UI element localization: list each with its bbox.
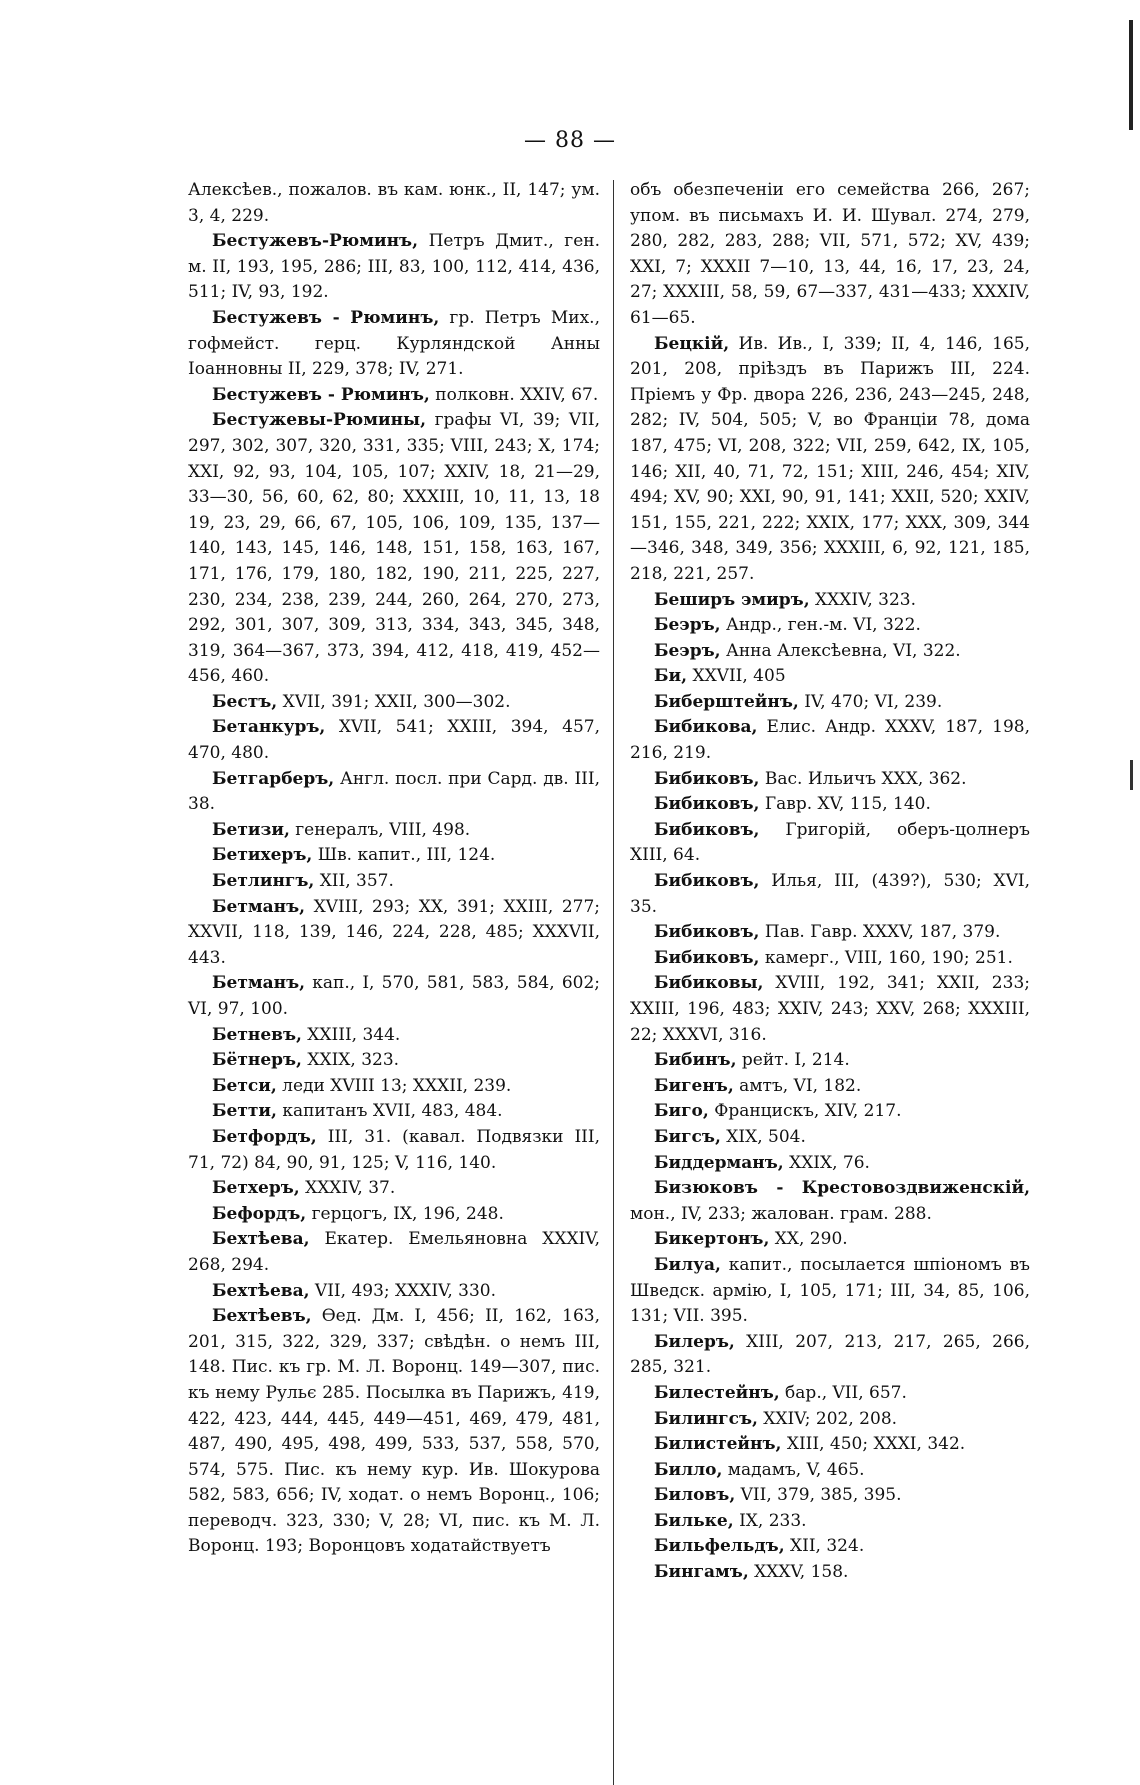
entry-references: XVIII, 192, 341; XXII, 233; XXIII, 196, 483; XXIV, 243; XXV, 268; XXXIII, 22; XXXVI, 316. (630, 973, 1030, 1045)
index-entry (630, 1125, 1030, 1151)
index-entry (630, 869, 1030, 920)
entry-references: генералъ, VIII, 498. (289, 819, 471, 840)
entry-references: XXXV, 158. (748, 1562, 849, 1583)
entry-headword: Бехтѣевъ, (212, 1306, 312, 1327)
entry-headword: Бибиковъ, (654, 819, 760, 840)
index-entry (630, 920, 1030, 946)
entry-references: Пав. Гавр. XXXV, 187, 379. (759, 922, 1001, 943)
page-edge-mark (1129, 20, 1133, 130)
entry-references: III, 31. (кавал. Подвязки III, 71, 72) 84, 90, 91, 125; V, 116, 140. (188, 1126, 600, 1173)
column-divider (613, 180, 614, 1785)
entry-references: XXIX, 323. (301, 1050, 400, 1071)
index-entry (188, 1125, 600, 1176)
index-entry (630, 971, 1030, 1048)
entry-headword: Бестъ, (212, 691, 278, 712)
index-entry (188, 715, 600, 766)
entry-references: Гавр. XV, 115, 140. (759, 794, 931, 815)
entry-references: Шв. капит., III, 124. (312, 845, 496, 866)
entry-references: полковн. XXIV, 67. (429, 384, 599, 405)
index-entry (630, 1074, 1030, 1100)
entry-references: XVII, 541; XXIII, 394, 457, 470, 480. (188, 717, 600, 764)
index-entry (188, 869, 600, 895)
entry-headword: Бестужевъ-Рюминъ, (212, 231, 418, 252)
index-entry (630, 1048, 1030, 1074)
index-entry (630, 1534, 1030, 1560)
index-entry (188, 818, 600, 844)
entry-headword: Бестужевы-Рюмины, (212, 410, 426, 431)
entry-headword: Бетси, (212, 1075, 277, 1096)
index-entry (188, 895, 600, 972)
index-entry (188, 1279, 600, 1305)
entry-headword: Биловъ, (654, 1485, 736, 1506)
index-entry (188, 1176, 600, 1202)
index-entry (630, 946, 1030, 972)
entry-headword: Беэръ, (654, 615, 721, 636)
entry-references: Елис. Андр. XXXV, 187, 198, 216, 219. (630, 717, 1030, 764)
entry-headword: Бибиковъ, (654, 871, 760, 892)
entry-references: XXXIV, 323. (809, 589, 917, 610)
entry-headword: Бефордъ, (212, 1203, 307, 1224)
entry-references: гр. Петръ Мих., гофмейст. герц. Курляндской Анны Іоанновны II, 229, 378; IV, 271. (188, 307, 600, 380)
entry-headword: Бетанкуръ, (212, 717, 326, 738)
index-entry (630, 1560, 1030, 1586)
entry-headword: Беэръ, (654, 640, 721, 661)
entry-headword: Би, (654, 666, 688, 687)
index-entry (630, 1176, 1030, 1227)
entry-references: амтъ, VI, 182. (733, 1075, 862, 1096)
left-column (188, 178, 600, 1560)
entry-headword: Бибиковы, (654, 973, 764, 994)
index-entry (630, 332, 1030, 588)
index-entry (630, 1483, 1030, 1509)
entry-references: Петръ Дмит., ген. м. II, 193, 195, 286; III, 83, 100, 112, 414, 436, 511; IV, 93, 192. (188, 231, 600, 303)
entry-headword: Билло, (654, 1459, 723, 1480)
entry-headword: Беширъ эмиръ, (654, 589, 810, 610)
entry-references: Алексѣев., пожалов. въ кам. юнк., II, 147; ум. 3, 4, 229. (188, 180, 600, 226)
entry-headword: Билуа, (654, 1254, 721, 1275)
entry-headword: Бетманъ, (212, 896, 306, 917)
index-entry (630, 1458, 1030, 1484)
entry-references: Францискъ, XIV, 217. (708, 1101, 902, 1122)
right-column (630, 178, 1030, 1586)
entry-references: Вас. Ильичъ XXX, 362. (759, 768, 967, 789)
index-entry (188, 1023, 600, 1049)
index-entry (630, 1432, 1030, 1458)
entry-headword: Бетгарберъ, (212, 768, 335, 789)
entry-headword: Билестейнъ, (654, 1382, 780, 1403)
entry-headword: Бестужевъ - Рюминъ, (212, 384, 430, 405)
index-entry (630, 639, 1030, 665)
index-entry (630, 1099, 1030, 1125)
index-entry (188, 767, 600, 818)
entry-headword: Бетманъ, (212, 973, 306, 994)
index-entry (188, 1048, 600, 1074)
entry-references: Анна Алексѣевна, VI, 322. (720, 640, 961, 661)
entry-references: IX, 233. (733, 1510, 807, 1531)
entry-headword: Бигсъ, (654, 1126, 721, 1147)
entry-headword: Бетизи, (212, 819, 290, 840)
entry-references: мон., IV, 233; жалован. грам. 288. (630, 1203, 932, 1224)
index-entry (188, 971, 600, 1022)
entry-references: Андр., ген.-м. VI, 322. (720, 615, 921, 636)
index-entry (188, 690, 600, 716)
entry-references: IV, 470; VI, 239. (798, 691, 943, 712)
index-entry (188, 383, 600, 409)
entry-references: капитанъ XVII, 483, 484. (276, 1101, 503, 1122)
index-entry (188, 408, 600, 690)
index-entry (630, 1330, 1030, 1381)
entry-headword: Бингамъ, (654, 1562, 749, 1583)
index-entry (188, 1227, 600, 1278)
entry-references: XIII, 450; XXXI, 342. (781, 1434, 966, 1455)
entry-references: XXXIV, 37. (299, 1178, 396, 1199)
entry-headword: Билеръ, (654, 1331, 735, 1352)
entry-references: XIII, 207, 213, 217, 265, 266, 285, 321. (630, 1331, 1030, 1378)
index-entry (630, 1151, 1030, 1177)
entry-headword: Бетихеръ, (212, 845, 313, 866)
index-entry (188, 1074, 600, 1100)
entry-headword: Бетти, (212, 1101, 277, 1122)
index-entry (630, 1381, 1030, 1407)
entry-references: объ обезпеченіи его семейства 266, 267; упом. въ письмахъ И. И. Шувал. 274, 279, 280, 282, 283, 288; VII, 571, 572; XV, 439; XXI, 7; XXXII 7—10, 13, 44, 16, 17, 23, 24, 27; XXXIII, 58, 59, 67—337, 431—433; XXXIV, 61—65. (630, 180, 1030, 328)
entry-references: рейт. I, 214. (736, 1050, 850, 1071)
index-entry (630, 664, 1030, 690)
index-entry (188, 1202, 600, 1228)
entry-headword: Бехтѣева, (212, 1229, 310, 1250)
index-entry (630, 1509, 1030, 1535)
index-entry (630, 1407, 1030, 1433)
entry-headword: Билингсъ, (654, 1408, 758, 1429)
entry-headword: Бехтѣева, (212, 1280, 310, 1301)
entry-references: VII, 493; XXXIV, 330. (309, 1280, 497, 1301)
entry-headword: Бетлингъ, (212, 871, 315, 892)
entry-references: графы VI, 39; VII, 297, 302, 307, 320, 331, 335; VIII, 243; X, 174; XXI, 92, 93, 104, 105, 107; XXIV, 18, 21—29, 33—30, 56, 60, 62, 80; XXXIII, 10, 11, 13, 18 19, 23, 29, 66, 67, 105, 106, 109, 135, 137—140, 143, 145, 146, 148, 151, 158, 163, 167, 171, 176, 179, 180, 182, 190, 211, 225, 227, 230, 234, 238, 239, 244, 260, 264, 270, 273, 292, 301, 307, 309, 313, 334, 343, 345, 348, 319, 364—367, 373, 394, 412, 418, 419, 452—456, 460. (188, 410, 600, 687)
entry-headword: Бетневъ, (212, 1024, 302, 1045)
page-number: — 88 — (524, 128, 616, 153)
entry-references: Екатер. Емельяновна XXXIV, 268, 294. (188, 1229, 600, 1275)
entry-headword: Бибиковъ, (654, 922, 760, 943)
entry-headword: Бибиковъ, (654, 768, 760, 789)
index-entry (630, 1227, 1030, 1253)
index-entry (188, 229, 600, 306)
entry-references: XXIX, 76. (783, 1152, 870, 1173)
entry-headword: Бильфельдъ, (654, 1536, 785, 1557)
entry-headword: Билистейнъ, (654, 1434, 782, 1455)
entry-headword: Биберштейнъ, (654, 691, 799, 712)
index-entry (188, 178, 600, 229)
entry-references: мадамъ, V, 465. (722, 1459, 865, 1480)
entry-headword: Бибиковъ, (654, 794, 760, 815)
entry-references: леди XVIII 13; XXXII, 239. (276, 1075, 512, 1096)
index-entry (188, 843, 600, 869)
index-entry (630, 818, 1030, 869)
entry-references: VII, 379, 385, 395. (735, 1485, 902, 1506)
index-entry (630, 588, 1030, 614)
entry-headword: Бибикова, (654, 717, 758, 738)
entry-references: герцогъ, IX, 196, 248. (306, 1203, 504, 1224)
index-entry (630, 690, 1030, 716)
entry-headword: Бибинъ, (654, 1050, 737, 1071)
page-edge-mark (1130, 760, 1133, 790)
entry-headword: Биддерманъ, (654, 1152, 784, 1173)
entry-references: кап., I, 570, 581, 583, 584, 602; VI, 97, 100. (188, 973, 600, 1019)
entry-headword: Бётнеръ, (212, 1050, 302, 1071)
entry-headword: Бетхеръ, (212, 1178, 300, 1199)
index-entry (630, 767, 1030, 793)
entry-headword: Биго, (654, 1101, 709, 1122)
entry-headword: Бизюковъ - Крестовоздвиженскій, (654, 1178, 1030, 1199)
entry-headword: Бецкій, (654, 333, 730, 354)
entry-headword: Бетфордъ, (212, 1126, 317, 1147)
entry-headword: Бильке, (654, 1510, 734, 1531)
index-entry (188, 1304, 600, 1560)
entry-references: XXVII, 405 (687, 666, 786, 687)
index-entry (630, 1253, 1030, 1330)
entry-references: камерг., VIII, 160, 190; 251. (759, 947, 1013, 968)
index-entry (630, 178, 1030, 332)
entry-references: капит., посылается шпіономъ въ Шведск. армію, I, 105, 171; III, 34, 85, 106, 131; VII. 395. (630, 1254, 1030, 1327)
entry-headword: Бикертонъ, (654, 1229, 770, 1250)
entry-references: бар., VII, 657. (779, 1382, 907, 1403)
entry-references: XVIII, 293; XX, 391; XXIII, 277; XXVII, 118, 139, 146, 224, 228, 485; XXXVII, 443. (188, 896, 600, 968)
entry-references: XII, 357. (314, 871, 394, 892)
entry-headword: Бибиковъ, (654, 947, 760, 968)
entry-references: XX, 290. (769, 1229, 848, 1250)
index-entry (630, 792, 1030, 818)
entry-references: XXIV; 202, 208. (757, 1408, 898, 1429)
entry-references: XII, 324. (784, 1536, 865, 1557)
entry-references: Англ. посл. при Сард. дв. III, 38. (188, 768, 600, 815)
entry-references: XXIII, 344. (301, 1024, 401, 1045)
index-entry (188, 306, 600, 383)
entry-references: Ив. Ив., I, 339; II, 4, 146, 165, 201, 208, пріѣздъ въ Парижъ III, 224. Пріемъ у Фр. двора 226, 236, 243—245, 248, 282; IV, 504, 505; V, во Франціи 78, дома 187, 475; VI, 208, 322; VII, 259, 642, IX, 105, 146; XII, 40, 71, 72, 151; XIII, 246, 454; XIV, 494; XV, 90; XXI, 90, 91, 141; XXII, 520; XXIV, 151, 155, 221, 222; XXIX, 177; XXX, 309, 344—346, 348, 349, 356; XXXIII, 6, 92, 121, 185, 218, 221, 257. (630, 333, 1030, 584)
entry-headword: Бестужевъ - Рюминъ, (212, 307, 440, 328)
entry-references: Григорій, оберъ-цолнеръ XIII, 64. (630, 819, 1030, 866)
index-entry (630, 715, 1030, 766)
entry-references: XVII, 391; XXII, 300—302. (277, 691, 511, 712)
entry-references: Ѳед. Дм. I, 456; II, 162, 163, 201, 315, 322, 329, 337; свѣдѣн. о немъ III, 148. Пис. къ гр. М. Л. Воронц. 149—307, пис. къ нему Рульє 285. Посылка въ Парижъ, 419, 422, 423, 444, 445, 449—451, 469, 479, 481, 487, 490, 495, 498, 499, 533, 537, 558, 570, 574, 575. Пис. къ нему кур. Ив. Шокурова 582, 583, 656; IV, ходат. о немъ Воронц., 106; переводч. 323, 330; V, 28; VI, пис. къ М. Л. Воронц. 193; Воронцовъ ходатайствуетъ (188, 1306, 600, 1557)
entry-references: XIX, 504. (720, 1126, 806, 1147)
entry-references: Илья, III, (439?), 530; XVI, 35. (630, 871, 1030, 917)
index-entry (630, 613, 1030, 639)
entry-headword: Бигенъ, (654, 1075, 734, 1096)
index-entry (188, 1099, 600, 1125)
